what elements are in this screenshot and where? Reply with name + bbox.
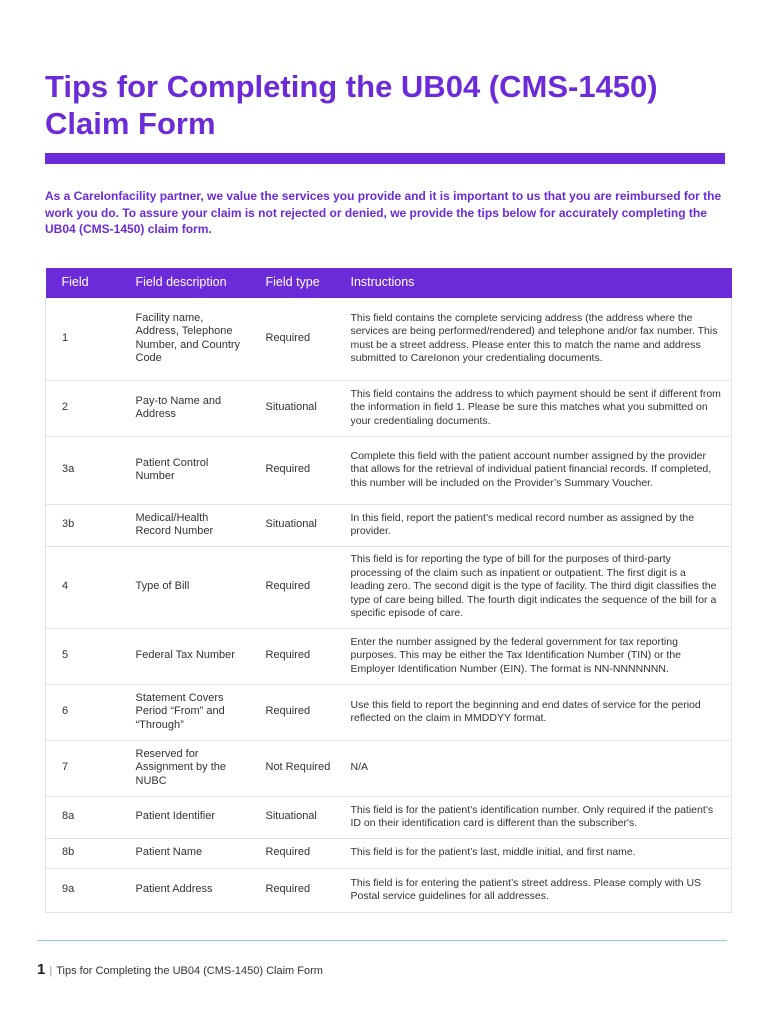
cell-type: Required bbox=[256, 868, 341, 912]
cell-description: Patient Address bbox=[126, 868, 256, 912]
table-row bbox=[46, 546, 732, 628]
header-field-type: Field type bbox=[256, 268, 341, 298]
header-field-description: Field description bbox=[126, 268, 256, 298]
table-row bbox=[46, 868, 732, 912]
cell-description: Federal Tax Number bbox=[126, 628, 256, 684]
title-divider bbox=[45, 153, 725, 164]
tips-table bbox=[45, 268, 732, 913]
cell-type: Required bbox=[256, 436, 341, 504]
cell-type: Required bbox=[256, 838, 341, 868]
cell-instructions: This field is for the patient’s last, middle initial, and first name. bbox=[341, 838, 732, 868]
footer-divider bbox=[37, 940, 727, 941]
cell-description: Type of Bill bbox=[126, 546, 256, 628]
cell-description: Reserved for Assignment by the NUBC bbox=[126, 740, 256, 796]
cell-field: 8b bbox=[46, 838, 126, 868]
cell-type: Required bbox=[256, 684, 341, 740]
page-number: 1 bbox=[37, 961, 46, 978]
cell-instructions: This field is for reporting the type of bill for the purposes of third-party processing of the claim such as inpatient or outpatient. The first digit is a leading zero. The second digit is the type of facility. The third digit classifies the type of care being billed. The fourth digit indicates the sequence of the bill for a specific episode of care. bbox=[341, 546, 732, 628]
page-title: Tips for Completing the UB04 (CMS-1450) Claim Form bbox=[45, 69, 658, 141]
cell-field: 3b bbox=[46, 504, 126, 546]
table-row bbox=[46, 298, 732, 380]
page-footer bbox=[37, 961, 323, 978]
cell-instructions: N/A bbox=[341, 740, 732, 796]
cell-field: 7 bbox=[46, 740, 126, 796]
cell-field: 2 bbox=[46, 380, 126, 436]
cell-instructions: This field is for entering the patient’s street address. Please comply with US Postal service guidelines for all addresses. bbox=[341, 868, 732, 912]
cell-description: Facility name, Address, Telephone Number, and Country Code bbox=[126, 298, 256, 380]
table-row bbox=[46, 684, 732, 740]
cell-type: Situational bbox=[256, 796, 341, 838]
cell-description: Patient Identifier bbox=[126, 796, 256, 838]
cell-instructions: This field contains the address to which payment should be sent if different from the information in field 1. Please be sure this matches what you submitted on your credentialing documents. bbox=[341, 380, 732, 436]
cell-type: Situational bbox=[256, 380, 341, 436]
table-row bbox=[46, 838, 732, 868]
cell-field: 4 bbox=[46, 546, 126, 628]
cell-description: Medical/Health Record Number bbox=[126, 504, 256, 546]
cell-type: Not Required bbox=[256, 740, 341, 796]
table-row bbox=[46, 796, 732, 838]
table-row bbox=[46, 740, 732, 796]
table-header-row bbox=[46, 268, 732, 298]
cell-instructions: Complete this field with the patient account number assigned by the provider that allows for the retrieval of individual patient financial records. If completed, this number will be included on the Provider’s Summary Voucher. bbox=[341, 436, 732, 504]
intro-paragraph: As a CareIonfacility partner, we value the services you provide and it is important to us that you are reimbursed for the work you do. To assure your claim is not rejected or denied, we provide the tips below for accurately completing the UB04 (CMS-1450) claim form. bbox=[45, 189, 722, 236]
cell-type: Required bbox=[256, 546, 341, 628]
cell-type: Situational bbox=[256, 504, 341, 546]
cell-type: Required bbox=[256, 628, 341, 684]
cell-instructions: This field is for the patient’s identification number. Only required if the patient’s ID on their identification card is different than the subscriber's. bbox=[341, 796, 732, 838]
cell-field: 5 bbox=[46, 628, 126, 684]
cell-field: 9a bbox=[46, 868, 126, 912]
cell-field: 6 bbox=[46, 684, 126, 740]
cell-field: 8a bbox=[46, 796, 126, 838]
table-row bbox=[46, 380, 732, 436]
table-row bbox=[46, 504, 732, 546]
cell-instructions: Enter the number assigned by the federal government for tax reporting purposes. This may be either the Tax Identification Number (TIN) or the Employer Identification Number (EIN). The format is NN-NNNNNNN. bbox=[341, 628, 732, 684]
table-row bbox=[46, 436, 732, 504]
cell-description: Patient Name bbox=[126, 838, 256, 868]
header-instructions: Instructions bbox=[341, 268, 732, 298]
cell-description: Statement Covers Period “From” and “Through” bbox=[126, 684, 256, 740]
cell-type: Required bbox=[256, 298, 341, 380]
header-field: Field bbox=[46, 268, 126, 298]
cell-instructions: In this field, report the patient’s medical record number as assigned by the provider. bbox=[341, 504, 732, 546]
footer-separator: | bbox=[49, 965, 53, 977]
cell-field: 3a bbox=[46, 436, 126, 504]
cell-instructions: This field contains the complete servicing address (the address where the services are being performed/rendered) and telephone and/or fax number. This must be a street address. Please enter this to match the name and address submitted to CareIonon your credentialing documents. bbox=[341, 298, 732, 380]
footer-title: Tips for Completing the UB04 (CMS-1450) Claim Form bbox=[56, 965, 323, 977]
cell-instructions: Use this field to report the beginning and end dates of service for the period reflected on the claim in MMDDYY format. bbox=[341, 684, 732, 740]
table-row bbox=[46, 628, 732, 684]
cell-description: Pay-to Name and Address bbox=[126, 380, 256, 436]
cell-field: 1 bbox=[46, 298, 126, 380]
cell-description: Patient Control Number bbox=[126, 436, 256, 504]
